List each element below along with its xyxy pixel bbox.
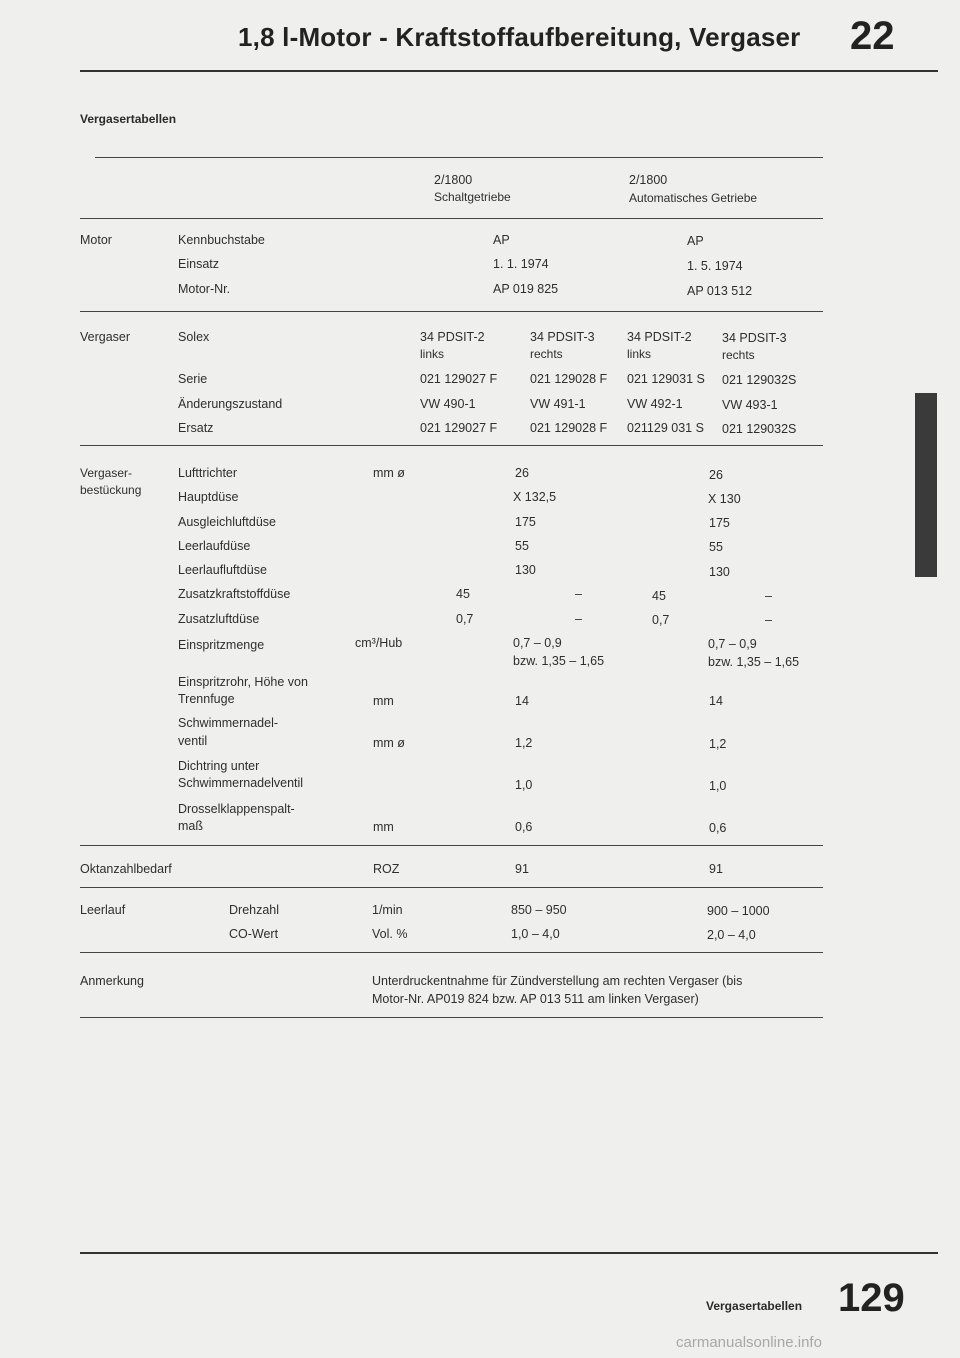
col1-header-b: Schaltgetriebe	[434, 190, 511, 204]
cell-value: X 132,5	[513, 490, 557, 504]
rule-oktan	[80, 845, 823, 846]
row-label: Einspritzmenge	[178, 638, 265, 652]
row-label: Trennfuge	[178, 692, 235, 706]
row-label: ventil	[178, 734, 208, 748]
row-label: Dichtring unter	[178, 759, 260, 773]
section-title: Vergasertabellen	[80, 112, 177, 126]
cell-value: 14	[709, 694, 723, 708]
cell-value: 2,0 – 4,0	[707, 928, 756, 942]
cell-value: 021 129028 F	[530, 421, 608, 435]
row-label: Hauptdüse	[178, 490, 239, 504]
cell-value: 021 129031 S	[627, 372, 705, 386]
footer-section-label: Vergasertabellen	[706, 1299, 803, 1313]
table-bottom-rule	[80, 1017, 823, 1018]
cell-value: 1. 5. 1974	[687, 259, 743, 273]
row-label: Ersatz	[178, 421, 214, 435]
cell-value: 175	[709, 516, 730, 530]
row-label: Schwimmernadel-	[178, 716, 279, 730]
row-label: Schwimmernadelventil	[178, 776, 304, 790]
cell-value: 021 129027 F	[420, 421, 498, 435]
motor-group-label: Motor	[80, 233, 112, 247]
cell-value: 130	[515, 563, 536, 577]
cell-value: 91	[515, 862, 529, 876]
cell-value: AP 013 512	[687, 284, 753, 298]
cell-value: 900 – 1000	[707, 904, 770, 918]
row-label: Zusatzkraftstoffdüse	[178, 587, 291, 601]
cell-value: VW 491-1	[530, 397, 586, 411]
cell-value: 021 129027 F	[420, 372, 498, 386]
cell-value: 021 129032S	[722, 422, 797, 436]
table-top-rule	[95, 157, 823, 158]
cell-value: 1,0	[515, 778, 533, 792]
cell-value: 1,0	[709, 779, 727, 793]
cell-value: links	[420, 347, 445, 361]
row-label: Kennbuchstabe	[178, 233, 265, 247]
cell-value: AP 019 825	[493, 282, 559, 296]
cell-value: 1,0 – 4,0	[511, 927, 560, 941]
cell-value: 55	[515, 539, 529, 553]
header-rule	[80, 70, 938, 72]
cell-value: –	[765, 589, 772, 603]
row-label: Zusatzluftdüse	[178, 612, 260, 626]
rule-vergaser	[80, 311, 823, 312]
cell-value: 0,7	[456, 612, 474, 626]
row-label: Leerlaufluftdüse	[178, 563, 267, 577]
col2-header-b: Automatisches Getriebe	[629, 191, 758, 205]
cell-value: 1,2	[709, 737, 727, 751]
cell-value: X 130	[708, 492, 741, 506]
page-title: 1,8 l-Motor - Kraftstoffaufbereitung, Vergaser	[238, 22, 801, 52]
row-label: maß	[178, 819, 203, 833]
cell-value: rechts	[530, 347, 563, 361]
cell-value: 850 – 950	[511, 903, 567, 917]
row-label: Drosselklappenspalt-	[178, 802, 295, 816]
cell-value: 91	[709, 862, 723, 876]
cell-value: links	[627, 347, 652, 361]
cell-value: 45	[456, 587, 470, 601]
cell-value: VW 490-1	[420, 397, 476, 411]
cell-value: bzw. 1,35 – 1,65	[708, 655, 800, 669]
vergaser-group-label: Vergaser	[80, 330, 131, 344]
row-unit: mm	[373, 694, 394, 708]
row-label: Einspritzrohr, Höhe von	[178, 675, 308, 689]
rule-bestueckung	[80, 445, 823, 446]
cell-value: 34 PDSIT-3	[530, 330, 595, 344]
chapter-thumb-tab	[915, 393, 937, 577]
row-label: Einsatz	[178, 257, 219, 271]
chapter-number: 22	[850, 14, 895, 58]
cell-value: VW 493-1	[722, 398, 778, 412]
cell-value: 1. 1. 1974	[493, 257, 549, 271]
cell-value: 34 PDSIT-2	[627, 330, 692, 344]
row-label: Drehzahl	[229, 903, 280, 917]
cell-value: 1,2	[515, 736, 533, 750]
rule-motor	[80, 218, 823, 219]
cell-value: AP	[493, 233, 510, 247]
footer-rule	[80, 1252, 938, 1254]
cell-value: 021129 031 S	[627, 421, 704, 435]
bestueckung-group-label-a: Vergaser-	[80, 466, 133, 480]
cell-value: –	[765, 613, 772, 627]
row-label: CO-Wert	[229, 927, 279, 941]
cell-value: 0,7 – 0,9	[513, 636, 562, 650]
cell-value: rechts	[722, 348, 755, 362]
anmerkung-text-line1: Unterdruckentnahme für Zündverstellung am rechten Vergaser (bis	[372, 974, 743, 988]
rule-leerlauf	[80, 887, 823, 888]
cell-value: 130	[709, 565, 730, 579]
cell-value: 26	[709, 468, 723, 482]
row-unit: cm³/Hub	[355, 636, 403, 650]
row-unit: mm ø	[373, 736, 405, 750]
cell-value: 34 PDSIT-2	[420, 330, 485, 344]
cell-value: 021 129028 F	[530, 372, 608, 386]
cell-value: 0,6	[515, 820, 533, 834]
col1-header-a: 2/1800	[434, 173, 473, 187]
cell-value: 0,7 – 0,9	[708, 637, 757, 651]
row-unit: ROZ	[373, 862, 400, 876]
anmerkung-text-line2: Motor-Nr. AP019 824 bzw. AP 013 511 am linken Vergaser)	[372, 992, 699, 1006]
row-unit: 1/min	[372, 903, 403, 917]
oktan-label: Oktanzahlbedarf	[80, 862, 172, 876]
cell-value: –	[575, 587, 582, 601]
cell-value: VW 492-1	[627, 397, 683, 411]
row-unit: mm	[373, 820, 394, 834]
row-label: Solex	[178, 330, 210, 344]
row-label: Leerlaufdüse	[178, 539, 251, 553]
cell-value: 26	[515, 466, 529, 480]
row-label: Änderungszustand	[178, 397, 283, 411]
row-label: Serie	[178, 372, 208, 386]
cell-value: 0,6	[709, 821, 727, 835]
cell-value: 55	[709, 540, 723, 554]
cell-value: –	[575, 612, 582, 626]
row-unit: mm ø	[373, 466, 405, 480]
cell-value: 14	[515, 694, 529, 708]
cell-value: 0,7	[652, 613, 670, 627]
col2-header-a: 2/1800	[629, 173, 668, 187]
row-label: Lufttrichter	[178, 466, 238, 480]
cell-value: 34 PDSIT-3	[722, 331, 787, 345]
cell-value: bzw. 1,35 – 1,65	[513, 654, 605, 668]
page-number: 129	[838, 1276, 905, 1320]
cell-value: 021 129032S	[722, 373, 797, 387]
anmerkung-label: Anmerkung	[80, 974, 144, 988]
row-label: Motor-Nr.	[178, 282, 231, 296]
bestueckung-group-label-b: bestückung	[80, 483, 142, 497]
cell-value: AP	[687, 234, 704, 248]
leerlauf-group-label: Leerlauf	[80, 903, 126, 917]
row-unit: Vol. %	[372, 927, 408, 941]
cell-value: 175	[515, 515, 536, 529]
watermark: carmanualsonline.info	[676, 1334, 822, 1351]
row-label: Ausgleichluftdüse	[178, 515, 276, 529]
cell-value: 45	[652, 589, 666, 603]
rule-anmerkung	[80, 952, 823, 953]
